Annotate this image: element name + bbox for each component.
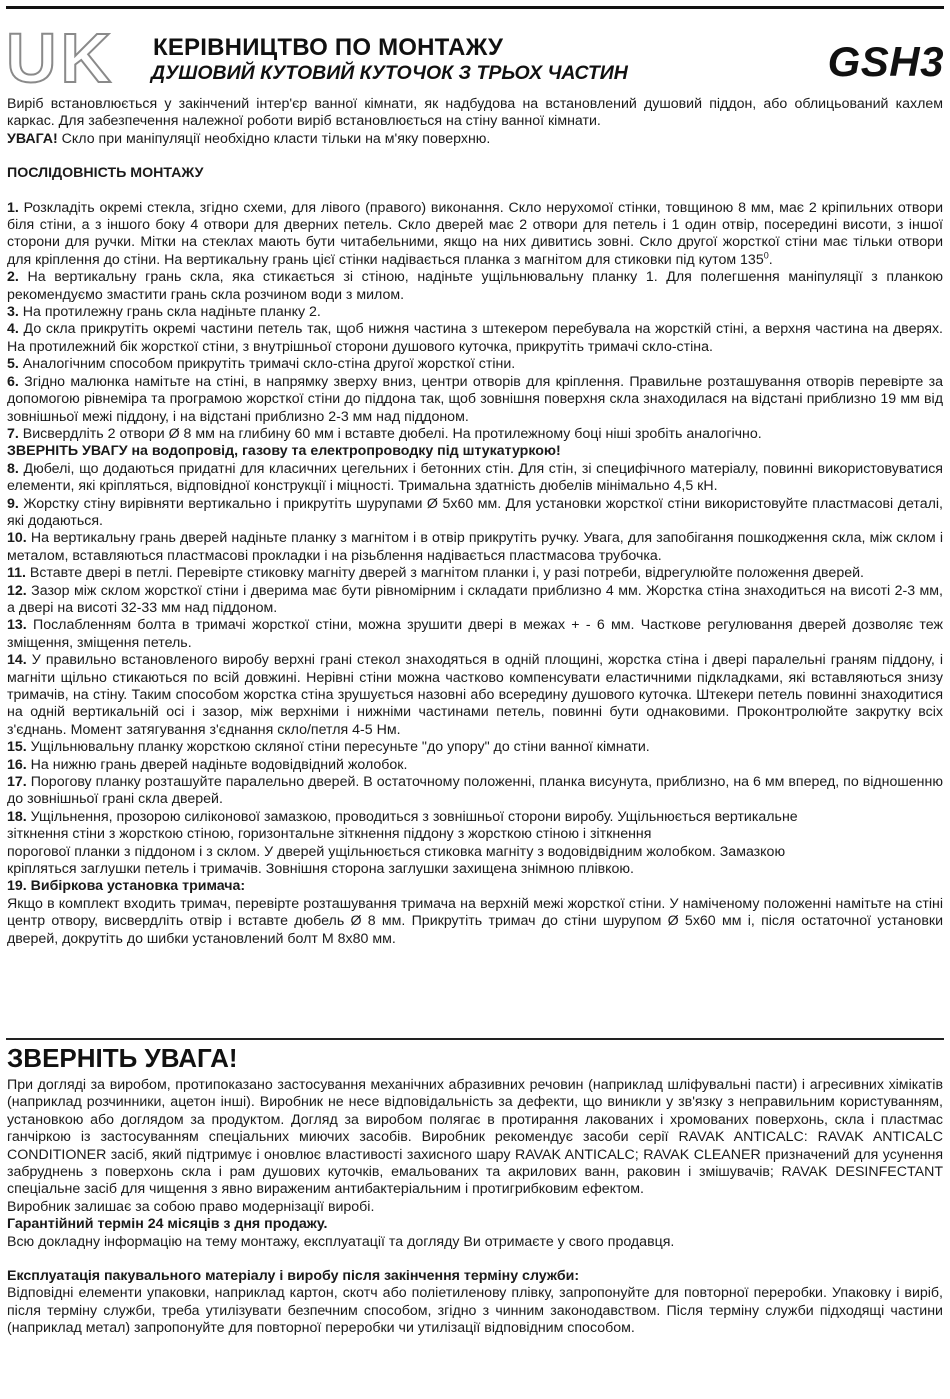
intro-text: Виріб встановлюється у закінчений інтер'єр ванної кімнати, як надбудова на встановлений душовий піддон, або облицьований кахлем каркас. Для забезпечення належної роботи виріб встановлюється на стіну ванної кімнати. — [7, 96, 943, 130]
step-number: 7. — [7, 425, 19, 442]
step-item — [7, 496, 943, 531]
degree-mark: 0 — [763, 250, 769, 261]
step-item — [7, 583, 943, 618]
step-number: 19. — [7, 878, 27, 895]
page-subtitle: ДУШОВИЙ КУТОВИЙ КУТОЧОК З ТРЬОХ ЧАСТИН — [151, 62, 628, 84]
step-number: 12. — [7, 582, 27, 599]
step-text: На вертикальну грань дверей надіньте планку з магнітом і в отвір прикрутіть ручку. Увага, для запобігання пошкодження скла, між склом і металом, вставляються пластмасові прокладки і на різьблення надівається пластмасова трубочка. — [7, 530, 943, 564]
disposal-title: Експлуатація пакувального матеріалу і виробу після закінчення терміну служби: — [7, 1268, 580, 1285]
attention-title: ЗВЕРНІТЬ УВАГА! — [7, 1043, 238, 1073]
step-text: Ущільнювальну планку жорсткою скляної стіни пересуньте "до упору" до стіни ванної кімнати. — [26, 739, 650, 756]
section-divider — [6, 1038, 944, 1040]
step-text: Послабленням болта в тримачі жорсткої стіни, можна зрушити двері в межах + - 6 мм. Часткове регулювання дверей дозволяє теж зміщення, зміщення петель. — [7, 617, 943, 651]
step-text: До скла прикрутіть окремі частини петель так, щоб нижня частина з штекером перебувала на жорсткій стіні, а верхня частина на дверях. На протилежний бік жорсткої стіни, з внутрішньої сторони душового куточка, прикрутіть тримачі скло-стіна. — [7, 321, 943, 355]
step-number: 17. — [7, 774, 27, 791]
intro-warning — [7, 131, 943, 148]
step-item — [7, 878, 943, 948]
modernization-note: Виробник залишає за собою право модернізації виробі. — [7, 1198, 375, 1215]
step-text: Вставте двері в петлі. Перевірте стиковку магніту дверей з магнітом планки і, у разі потреби, відрегулюйте положення дверей. — [25, 565, 864, 582]
step-item — [7, 356, 943, 373]
sequence-title: ПОСЛІДОВНІСТЬ МОНТАЖУ — [7, 165, 204, 182]
step-text: порогової планки з піддоном і з склом. У дверей ущільнюється стиковка магніту з водовідвідним жолобком. Замазкою — [7, 843, 786, 860]
step-item — [7, 757, 943, 774]
step-number: 15. — [7, 739, 27, 756]
step-number: 11. — [7, 565, 26, 582]
step-item — [7, 617, 943, 652]
step-item — [7, 304, 943, 321]
step-warning: ЗВЕРНІТЬ УВАГУ на водопровід, газову та електропроводку під штукатуркою! — [7, 443, 561, 460]
country-code-logo: UK — [6, 19, 116, 97]
step-item — [7, 809, 943, 879]
step-item — [7, 443, 943, 460]
step-number: 1. — [7, 199, 19, 216]
instructions-body — [7, 96, 943, 948]
care-section — [7, 1077, 943, 1338]
step-text: Якщо в комплект входить тримач, перевірте розташування тримача на верхній межі жорсткої стіни. У наміченому положенні намітьте на стіні центр отвору, висвердліть отвір і вставте дюбель Ø 8 мм. Прикрутіть тримач до стіни шурупом Ø 5x60 мм і, після остаточної установки дверей, докрутіть до шибки установлений болт М 8x80 мм. — [7, 895, 943, 947]
warranty-note: Гарантійний термін 24 місяців з дня продажу. — [7, 1216, 328, 1233]
step-text: Ущільнення, прозорою силіконової замазкою, проводиться з зовнішньої сторони виробу. Ущільнюється вертикальне — [26, 808, 798, 825]
seller-info: Всю докладну інформацію на тему монтажу, експлуатації та догляду Ви отримаєте у свого продавця. — [7, 1233, 675, 1250]
model-code: GSH3 — [827, 38, 944, 85]
step-text: На вертикальну грань скла, яка стикається зі стіною, надіньте ущільнювальну планку 1. Для полегшення маніпуляції з планкою рекомендуємо змастити грань скла розчином води з милом. — [7, 269, 943, 303]
warning-text: Скло при маніпуляції необхідно класти тільки на м'яку поверхню. — [57, 130, 491, 147]
step-number: 13. — [7, 617, 27, 634]
step-item — [7, 739, 943, 756]
step-number: 14. — [7, 652, 27, 669]
step-text: кріпляться заглушки петель і тримачів. Зовнішня сторона заглушки захищена знімною плівкою. — [7, 861, 634, 878]
step-text: Дюбелі, що додаються придатні для класичних цегельних і бетонних стін. Для стін, зі специфічного матеріалу, повинні використовуватися елементи, які кріпляться, відповідної конструкції і міцності. Тримальна здатність дюбелів мінімально 4,5 кН. — [7, 460, 943, 495]
step-text: Порогову планку розташуйте паралельно дверей. В остаточному положенні, планка висунута, приблизно, на 6 мм вперед, по відношенню до зовнішньої грані скла дверей. — [7, 774, 943, 808]
step-text: На протилежну грань скла надіньте планку 2. — [18, 304, 321, 321]
step-item — [7, 530, 943, 565]
step-number: 5. — [7, 356, 19, 373]
step-number: 18. — [7, 808, 27, 825]
step-item — [7, 774, 943, 809]
step-number: 9. — [7, 495, 19, 512]
warning-label: УВАГА! — [7, 130, 58, 147]
care-text: При догляді за виробом, протипоказано застосування механічних абразивних речовин (наприклад шліфувальні пасти) і агресивних хімікатів (наприклад розчинники, ацетон інші). Виробник не несе відповідальність за дефекти, що виникли у зв'язку з неправильним користуванням, установкою або доглядом за продуктом. Догляд за виробом полягає в протирання лакованих і хромованих поверхонь, скла і пластмас ганчіркою із застосуванням спеціальних миючих засобів. Виробник рекомендує засоби серії RAVAK ANTICALC: RAVAK ANTICALC CONDITIONER засіб, який підтримує і оновлює властивості захисного шару RAVAK ANTICALC; RAVAK CLEANER призначений для усунення забруднень з поверхонь скла і рам душових куточків, емальованих та акрилових ванн, раковин і змішувачів; RAVAK DESINFECTANT спеціальне засіб для чищення з явно вираженим антибактеріальним і протигрибковим ефектом. — [7, 1077, 943, 1198]
step-number: 8. — [7, 460, 19, 477]
step-text: зіткнення стіни з жорсткою стіною, горизонтальне зіткнення піддону з жорсткою стіною і зіткнення — [7, 826, 652, 843]
step-number: 6. — [7, 373, 19, 390]
step-item: 1. Розкладіть окремі стекла, згідно схеми, для лівого (правого) виконання. Скло нерухомої стінки, товщиною 8 мм, має 2 кріпильних отвори біля стіни, а з іншого боку 4 отвори для дверних петель. Скло дверей має 2 отвори для петель і 1 один отвір, посередині висоти, з іншої сторони для ручки. Мітки на стеклах мають бути читабельними, якщо на них дивитись зовні. Скло другої жорсткої стіни має тільки отвори для кріплення до стіни. На вертикальну грань цієї стінки надівається планка з магнітом для стиковки під кутом $135^0$. — [7, 199, 943, 268]
step-item — [7, 565, 943, 582]
step-text: Аналогічним способом прикрутіть тримачі скло-стіна другої жорсткої стіни. — [18, 356, 516, 373]
step-item — [7, 321, 943, 356]
step-item — [7, 461, 943, 496]
step-number: 10. — [7, 530, 27, 547]
step-text: Зазор між склом жорсткої стіни і дверима має бути рівномірним і складати приблизно 4 мм. Жорстка стіна знаходиться на висоті 2-3 мм, а двері на висоті 32-33 мм над піддоном. — [7, 582, 943, 616]
step-text: Розкладіть окремі стекла, згідно схеми, для лівого (правого) виконання. Скло нерухомої стінки, товщиною 8 мм, має 2 кріпильних отвори біля стіни, а з іншого боку 4 отвори для дверних петель. Скло дверей має 2 отвори для петель і 1 один отвір, посередині висоти, з іншої сторони для ручки. Мітки на стеклах мають бути читабельними, якщо на них дивитись зовні. Скло другої жорсткої стіни має тільки отвори для кріплення до стіни. На вертикальну грань цієї стінки надівається планка з магнітом для стиковки під кутом 135 — [7, 199, 943, 268]
step-number: 2. — [7, 269, 19, 286]
step-number: 16. — [7, 756, 27, 773]
top-rule — [6, 6, 944, 9]
step-text: На нижню грань дверей надіньте водовідвідний жолобок. — [26, 756, 408, 773]
step-item — [7, 269, 943, 304]
steps-list — [7, 200, 943, 948]
step-item — [7, 426, 943, 443]
disposal-text: Відповідні елементи упаковки, наприклад картон, скотч або поліетиленову плівку, запропонуйте для повторної переробки. Упаковку і виріб, після терміну служби, треба утилізувати безпечним способом, згідно з чинним законодавством. Після терміну служби підходящі частини (наприклад метал) запропонуйте для повторної переробки чи утилізації відповідним способом. — [7, 1285, 943, 1337]
step-number: 4. — [7, 321, 19, 338]
step-number: 3. — [7, 304, 19, 321]
step-text: Висвердліть 2 отвори Ø 8 мм на глибину 60 мм і вставте дюбелі. На протилежному боці ніші зробіть аналогічно. — [18, 425, 762, 442]
page-title: КЕРІВНИЦТВО ПО МОНТАЖУ — [153, 34, 504, 61]
step-text: У правильно встановленого виробу верхні грані стекол знаходяться в одній площині, жорстка стіна і двері паралельні граням піддону, і магніти щільно стикаються по всій довжині. Нерівні стіни можна частково компенсувати еластичними підкладками, які вставляються знизу тримачів, на стіну. Таким способом жорстка стіна зрушується назовні або всередину душового куточка. Штекери петель повинні знаходитися на одній вертикальній осі і зазор, між верхніми і нижніми частинами петель, повинні бути однаковими. Проконтролюйте закрутку всіх з'єднань. Момент затягування з'єднання скло/петля 4-5 Нм. — [7, 652, 943, 738]
step-text: Згідно малюнка намітьте на стіні, в напрямку зверху вниз, центри отворів для кріплення. Правильне розташування отворів перевірте за допомогою рівнеміра та програмою жорсткої стіни до піддона так, щоб зовнішня поверхня скла знаходилася на відстані приблизно 19 мм від зовнішньої межі піддону, і на відстані приблизно 2-3 мм над піддоном. — [7, 373, 943, 425]
step-text: Жорстку стіну вирівняти вертикально і прикрутіть шурупами Ø 5x60 мм. Для установки жорсткої стіни використовуйте пластмасові деталі, які додаються. — [7, 495, 943, 529]
step-heading: Вибіркова установка тримача: — [26, 878, 246, 895]
step-item — [7, 652, 943, 739]
step-item — [7, 374, 943, 426]
